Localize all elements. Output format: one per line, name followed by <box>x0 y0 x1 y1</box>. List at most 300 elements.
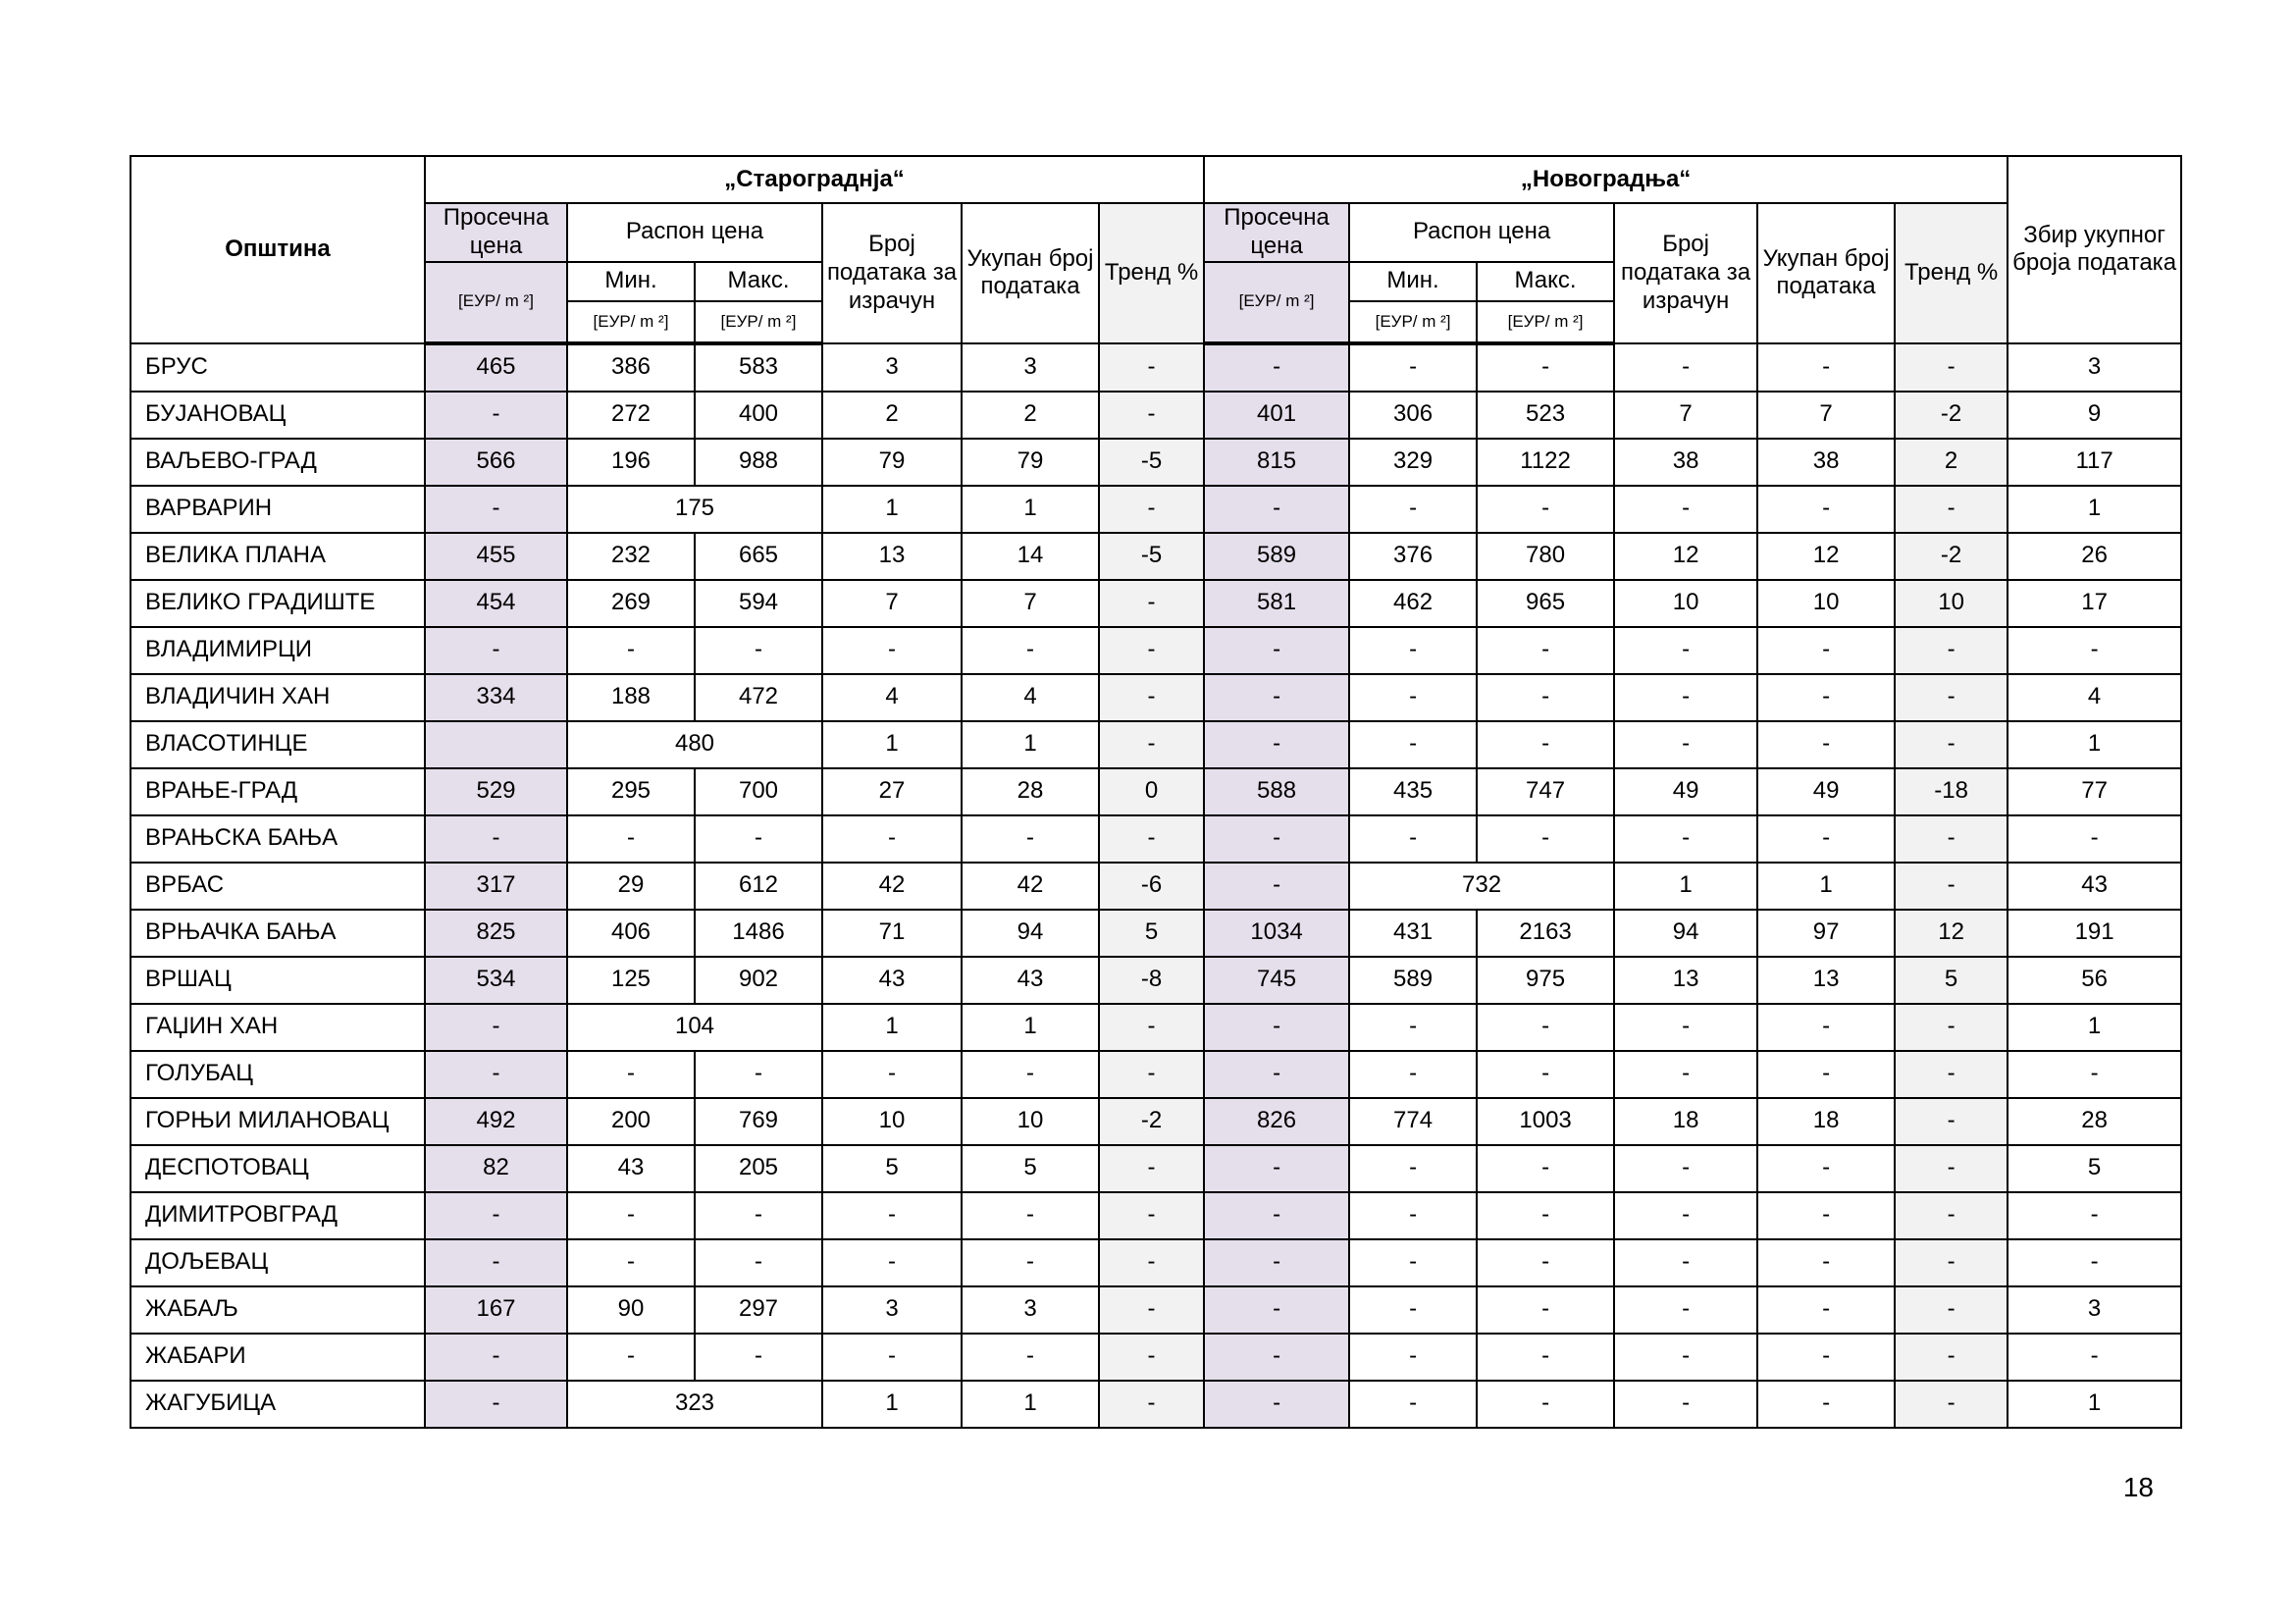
cell-o-trend: 0 <box>1099 768 1204 815</box>
cell-n-avg: - <box>1204 1239 1349 1286</box>
cell-o-trend: - <box>1099 1381 1204 1428</box>
cell-n-min: 435 <box>1349 768 1477 815</box>
cell-n-total: 97 <box>1757 910 1895 957</box>
cell-o-min: 272 <box>567 392 695 439</box>
table-row <box>130 1098 2181 1145</box>
cell-o-max: 769 <box>695 1098 822 1145</box>
cell-o-total: 94 <box>962 910 1099 957</box>
cell-o-avg: 317 <box>425 863 567 910</box>
cell-n-total: 10 <box>1757 580 1895 627</box>
cell-n-calc: - <box>1614 1286 1757 1334</box>
cell-name: ВРАЊЕ-ГРАД <box>130 768 425 815</box>
header-new-count-calc: Број података за израчун <box>1614 203 1757 343</box>
cell-name: ВАРВАРИН <box>130 486 425 533</box>
cell-o-trend: - <box>1099 486 1204 533</box>
cell-n-trend: -2 <box>1895 392 2008 439</box>
cell-n-max: - <box>1477 815 1614 863</box>
cell-n-avg: 589 <box>1204 533 1349 580</box>
cell-sum: 28 <box>2008 1098 2181 1145</box>
cell-n-avg: 745 <box>1204 957 1349 1004</box>
cell-sum: 26 <box>2008 533 2181 580</box>
cell-n-trend: - <box>1895 1334 2008 1381</box>
cell-n-total: - <box>1757 1381 1895 1428</box>
header-new-trend: Тренд % <box>1895 203 2008 343</box>
cell-n-min: 462 <box>1349 580 1477 627</box>
table-row <box>130 1145 2181 1192</box>
cell-n-calc: - <box>1614 1334 1757 1381</box>
table-row <box>130 910 2181 957</box>
table-row <box>130 343 2181 392</box>
cell-name: ГОРЊИ МИЛАНОВАЦ <box>130 1098 425 1145</box>
cell-n-total: - <box>1757 343 1895 392</box>
cell-o-total: 3 <box>962 343 1099 392</box>
cell-n-min: 306 <box>1349 392 1477 439</box>
cell-o-avg: - <box>425 1051 567 1098</box>
cell-n-total: 49 <box>1757 768 1895 815</box>
table-row <box>130 1004 2181 1051</box>
price-table <box>130 155 2182 1429</box>
cell-n-total: - <box>1757 815 1895 863</box>
cell-o-calc: 4 <box>822 674 962 721</box>
cell-o-calc: - <box>822 1334 962 1381</box>
cell-o-trend: - <box>1099 815 1204 863</box>
cell-o-total: 5 <box>962 1145 1099 1192</box>
cell-o-calc: 1 <box>822 1004 962 1051</box>
cell-n-trend: 2 <box>1895 439 2008 486</box>
cell-o-trend: - <box>1099 1192 1204 1239</box>
header-old-max-unit: [ЕУР/ m ²] <box>720 311 797 331</box>
cell-n-avg: - <box>1204 627 1349 674</box>
cell-sum: 1 <box>2008 1004 2181 1051</box>
cell-o-total: - <box>962 815 1099 863</box>
cell-n-max: 2163 <box>1477 910 1614 957</box>
cell-name: ВЛАДИЧИН ХАН <box>130 674 425 721</box>
header-new-max: Макс. <box>1476 261 1615 302</box>
cell-n-trend: - <box>1895 721 2008 768</box>
cell-n-total: 12 <box>1757 533 1895 580</box>
cell-o-avg: 529 <box>425 768 567 815</box>
cell-o-min: 196 <box>567 439 695 486</box>
table-row <box>130 768 2181 815</box>
cell-o-max: - <box>695 1051 822 1098</box>
cell-n-max: - <box>1477 1145 1614 1192</box>
cell-n-trend: - <box>1895 674 2008 721</box>
cell-o-trend: - <box>1099 343 1204 392</box>
cell-o-avg: - <box>425 815 567 863</box>
cell-name: БУЈАНОВАЦ <box>130 392 425 439</box>
cell-o-calc: 10 <box>822 1098 962 1145</box>
cell-n-trend: - <box>1895 1051 2008 1098</box>
cell-n-calc: 38 <box>1614 439 1757 486</box>
cell-n-avg: 581 <box>1204 580 1349 627</box>
cell-n-calc: - <box>1614 1004 1757 1051</box>
cell-n-min: - <box>1349 721 1477 768</box>
cell-name: ЖАБАРИ <box>130 1334 425 1381</box>
cell-sum: 3 <box>2008 1286 2181 1334</box>
cell-n-trend: 5 <box>1895 957 2008 1004</box>
cell-n-min: - <box>1349 627 1477 674</box>
cell-sum: 117 <box>2008 439 2181 486</box>
cell-sum: - <box>2008 815 2181 863</box>
cell-o-total: 4 <box>962 674 1099 721</box>
cell-o-avg: 82 <box>425 1145 567 1192</box>
cell-n-total: - <box>1757 1192 1895 1239</box>
cell-n-calc: - <box>1614 1145 1757 1192</box>
header-old-max: Макс. <box>694 261 823 302</box>
cell-sum: 3 <box>2008 343 2181 392</box>
cell-name: ГОЛУБАЦ <box>130 1051 425 1098</box>
cell-sum: 17 <box>2008 580 2181 627</box>
cell-o-min: - <box>567 1334 695 1381</box>
cell-o-avg: - <box>425 1334 567 1381</box>
cell-n-max: - <box>1477 674 1614 721</box>
cell-n-min: - <box>1349 1286 1477 1334</box>
cell-o-trend: - <box>1099 392 1204 439</box>
cell-n-avg: - <box>1204 486 1349 533</box>
cell-o-avg: - <box>425 1239 567 1286</box>
cell-n-calc: - <box>1614 721 1757 768</box>
cell-n-max: - <box>1477 1004 1614 1051</box>
cell-o-trend: - <box>1099 1334 1204 1381</box>
cell-sum: 1 <box>2008 486 2181 533</box>
cell-n-calc: 94 <box>1614 910 1757 957</box>
cell-o-total: 1 <box>962 486 1099 533</box>
header-sum-total: Збир укупног броја података <box>2008 156 2181 343</box>
cell-o-max: 594 <box>695 580 822 627</box>
cell-o-trend: -8 <box>1099 957 1204 1004</box>
cell-sum: - <box>2008 1192 2181 1239</box>
cell-sum: - <box>2008 1051 2181 1098</box>
cell-o-min: 188 <box>567 674 695 721</box>
cell-o-calc: - <box>822 627 962 674</box>
cell-o-calc: 2 <box>822 392 962 439</box>
header-new-avg-unit: [ЕУР/ m ²] <box>1204 262 1349 343</box>
cell-o-max: - <box>695 1239 822 1286</box>
cell-sum: - <box>2008 627 2181 674</box>
cell-n-trend: - <box>1895 1145 2008 1192</box>
cell-o-total: 43 <box>962 957 1099 1004</box>
cell-o-range: 480 <box>567 721 822 768</box>
header-group-new: „Новоградња“ <box>1204 156 2008 203</box>
cell-n-max: - <box>1477 343 1614 392</box>
cell-n-total: 1 <box>1757 863 1895 910</box>
cell-n-avg: - <box>1204 863 1349 910</box>
header-old-price-range: Распон цена <box>567 203 822 262</box>
cell-n-calc: - <box>1614 674 1757 721</box>
cell-o-avg: - <box>425 1192 567 1239</box>
cell-o-max: - <box>695 1334 822 1381</box>
cell-o-max: - <box>695 1192 822 1239</box>
cell-o-max: - <box>695 627 822 674</box>
cell-n-min: 329 <box>1349 439 1477 486</box>
cell-name: ДЕСПОТОВАЦ <box>130 1145 425 1192</box>
cell-sum: 191 <box>2008 910 2181 957</box>
cell-o-trend: - <box>1099 1239 1204 1286</box>
cell-o-min: - <box>567 1051 695 1098</box>
table-row <box>130 392 2181 439</box>
cell-o-min: 269 <box>567 580 695 627</box>
cell-o-avg: - <box>425 392 567 439</box>
cell-n-max: - <box>1477 1286 1614 1334</box>
cell-n-calc: - <box>1614 343 1757 392</box>
cell-o-avg: 465 <box>425 343 567 392</box>
cell-n-max: - <box>1477 1381 1614 1428</box>
cell-n-max: 965 <box>1477 580 1614 627</box>
cell-name: ДИМИТРОВГРАД <box>130 1192 425 1239</box>
cell-n-calc: - <box>1614 1239 1757 1286</box>
cell-o-range: 323 <box>567 1381 822 1428</box>
cell-n-min: - <box>1349 343 1477 392</box>
cell-o-avg: 492 <box>425 1098 567 1145</box>
header-old-trend: Тренд % <box>1099 203 1204 343</box>
cell-o-avg <box>425 721 567 768</box>
cell-n-min: - <box>1349 1192 1477 1239</box>
cell-o-calc: - <box>822 815 962 863</box>
cell-n-calc: 12 <box>1614 533 1757 580</box>
header-new-max-unit-cell <box>1477 262 1614 343</box>
cell-n-avg: - <box>1204 721 1349 768</box>
cell-o-calc: 13 <box>822 533 962 580</box>
cell-n-min: - <box>1349 1239 1477 1286</box>
cell-name: ВЕЛИКА ПЛАНА <box>130 533 425 580</box>
table-row <box>130 1334 2181 1381</box>
cell-n-avg: - <box>1204 1051 1349 1098</box>
cell-name: ВЛАСОТИНЦЕ <box>130 721 425 768</box>
cell-o-min: - <box>567 1192 695 1239</box>
cell-o-calc: 1 <box>822 486 962 533</box>
cell-n-total: - <box>1757 1334 1895 1381</box>
cell-sum: - <box>2008 1239 2181 1286</box>
cell-n-avg: 1034 <box>1204 910 1349 957</box>
cell-o-max: 205 <box>695 1145 822 1192</box>
cell-sum: 77 <box>2008 768 2181 815</box>
cell-n-trend: -2 <box>1895 533 2008 580</box>
cell-o-trend: - <box>1099 1145 1204 1192</box>
cell-n-max: 523 <box>1477 392 1614 439</box>
header-old-min-unit-cell <box>567 262 695 343</box>
cell-n-max: - <box>1477 721 1614 768</box>
cell-o-min: 90 <box>567 1286 695 1334</box>
cell-o-max: 902 <box>695 957 822 1004</box>
cell-o-max: 400 <box>695 392 822 439</box>
cell-o-calc: 7 <box>822 580 962 627</box>
cell-o-max: 297 <box>695 1286 822 1334</box>
cell-sum: 43 <box>2008 863 2181 910</box>
cell-n-calc: 10 <box>1614 580 1757 627</box>
cell-n-trend: - <box>1895 627 2008 674</box>
header-new-price-range: Распон цена <box>1349 203 1614 262</box>
cell-o-total: - <box>962 1192 1099 1239</box>
header-group-old: „Старограднја“ <box>425 156 1204 203</box>
cell-n-avg: 588 <box>1204 768 1349 815</box>
cell-n-calc: 49 <box>1614 768 1757 815</box>
cell-o-max: 612 <box>695 863 822 910</box>
cell-name: ГАЏИН ХАН <box>130 1004 425 1051</box>
cell-o-max: 988 <box>695 439 822 486</box>
cell-sum: 1 <box>2008 721 2181 768</box>
cell-n-trend: 10 <box>1895 580 2008 627</box>
cell-o-min: 29 <box>567 863 695 910</box>
table-row <box>130 533 2181 580</box>
header-old-count-total: Укупан број података <box>962 203 1099 343</box>
cell-o-total: 10 <box>962 1098 1099 1145</box>
cell-o-total: 1 <box>962 1381 1099 1428</box>
cell-name: ЖАГУБИЦА <box>130 1381 425 1428</box>
cell-o-calc: 27 <box>822 768 962 815</box>
cell-n-max: - <box>1477 627 1614 674</box>
cell-o-avg: 534 <box>425 957 567 1004</box>
cell-o-min: 295 <box>567 768 695 815</box>
table-body <box>130 343 2181 1428</box>
cell-n-avg: 815 <box>1204 439 1349 486</box>
cell-n-min: 589 <box>1349 957 1477 1004</box>
cell-n-avg: - <box>1204 1004 1349 1051</box>
cell-o-trend: - <box>1099 721 1204 768</box>
cell-n-max: 747 <box>1477 768 1614 815</box>
cell-n-total: - <box>1757 1286 1895 1334</box>
table-row <box>130 1051 2181 1098</box>
cell-n-total: - <box>1757 721 1895 768</box>
cell-o-total: - <box>962 1239 1099 1286</box>
cell-n-min: - <box>1349 1051 1477 1098</box>
cell-o-trend: - <box>1099 1004 1204 1051</box>
cell-o-total: - <box>962 1334 1099 1381</box>
cell-sum: - <box>2008 1334 2181 1381</box>
cell-name: ВРАЊСКА БАЊА <box>130 815 425 863</box>
cell-o-total: 28 <box>962 768 1099 815</box>
cell-n-min: - <box>1349 1334 1477 1381</box>
cell-n-calc: 7 <box>1614 392 1757 439</box>
cell-n-max: 975 <box>1477 957 1614 1004</box>
cell-n-calc: - <box>1614 627 1757 674</box>
table-row <box>130 1239 2181 1286</box>
header-opstina: Општина <box>130 156 425 343</box>
cell-o-total: 1 <box>962 1004 1099 1051</box>
cell-n-avg: - <box>1204 1381 1349 1428</box>
cell-n-trend: - <box>1895 1192 2008 1239</box>
cell-o-avg: 334 <box>425 674 567 721</box>
cell-n-trend: - <box>1895 1381 2008 1428</box>
cell-n-calc: - <box>1614 1192 1757 1239</box>
cell-o-trend: - <box>1099 674 1204 721</box>
cell-n-max: - <box>1477 1192 1614 1239</box>
cell-n-calc: - <box>1614 815 1757 863</box>
cell-n-total: - <box>1757 627 1895 674</box>
cell-n-avg: - <box>1204 1334 1349 1381</box>
cell-n-avg: 401 <box>1204 392 1349 439</box>
cell-o-trend: -5 <box>1099 533 1204 580</box>
cell-o-calc: 3 <box>822 1286 962 1334</box>
table-row <box>130 627 2181 674</box>
cell-n-avg: - <box>1204 343 1349 392</box>
cell-name: БРУС <box>130 343 425 392</box>
cell-o-calc: 3 <box>822 343 962 392</box>
cell-n-min: - <box>1349 1145 1477 1192</box>
cell-o-range: 104 <box>567 1004 822 1051</box>
cell-o-total: - <box>962 1051 1099 1098</box>
cell-n-max: - <box>1477 1239 1614 1286</box>
cell-o-total: 79 <box>962 439 1099 486</box>
cell-name: ВРШАЦ <box>130 957 425 1004</box>
cell-n-trend: - <box>1895 1239 2008 1286</box>
cell-name: ВРБАС <box>130 863 425 910</box>
cell-o-min: - <box>567 1239 695 1286</box>
table-row <box>130 486 2181 533</box>
cell-o-min: 386 <box>567 343 695 392</box>
cell-n-avg: - <box>1204 815 1349 863</box>
cell-o-range: 175 <box>567 486 822 533</box>
cell-n-min: - <box>1349 1004 1477 1051</box>
cell-n-max: 1003 <box>1477 1098 1614 1145</box>
cell-o-total: 42 <box>962 863 1099 910</box>
cell-o-trend: - <box>1099 627 1204 674</box>
cell-o-avg: - <box>425 627 567 674</box>
cell-o-avg: 167 <box>425 1286 567 1334</box>
cell-n-trend: - <box>1895 486 2008 533</box>
cell-n-min: - <box>1349 674 1477 721</box>
header-old-min: Мин. <box>566 261 696 302</box>
cell-o-min: 406 <box>567 910 695 957</box>
cell-sum: 56 <box>2008 957 2181 1004</box>
cell-o-trend: - <box>1099 1286 1204 1334</box>
table-row <box>130 721 2181 768</box>
cell-o-trend: - <box>1099 580 1204 627</box>
cell-sum: 9 <box>2008 392 2181 439</box>
header-new-avg-price: Просечна цена <box>1204 203 1349 262</box>
cell-o-total: - <box>962 627 1099 674</box>
cell-o-total: 14 <box>962 533 1099 580</box>
cell-o-max: 700 <box>695 768 822 815</box>
cell-n-range: 732 <box>1349 863 1614 910</box>
cell-n-total: - <box>1757 1239 1895 1286</box>
header-old-min-unit: [ЕУР/ m ²] <box>593 311 669 331</box>
header-old-avg-unit: [ЕУР/ m ²] <box>425 262 567 343</box>
table-row <box>130 957 2181 1004</box>
cell-o-trend: -5 <box>1099 439 1204 486</box>
cell-o-calc: - <box>822 1192 962 1239</box>
cell-o-avg: - <box>425 486 567 533</box>
table-row <box>130 863 2181 910</box>
cell-o-calc: 79 <box>822 439 962 486</box>
cell-o-max: 1486 <box>695 910 822 957</box>
cell-n-calc: - <box>1614 1381 1757 1428</box>
cell-n-total: 18 <box>1757 1098 1895 1145</box>
cell-n-total: - <box>1757 1145 1895 1192</box>
cell-sum: 4 <box>2008 674 2181 721</box>
cell-o-calc: 5 <box>822 1145 962 1192</box>
cell-o-calc: 43 <box>822 957 962 1004</box>
cell-o-total: 3 <box>962 1286 1099 1334</box>
cell-o-calc: 42 <box>822 863 962 910</box>
cell-n-total: 38 <box>1757 439 1895 486</box>
cell-n-trend: -18 <box>1895 768 2008 815</box>
cell-o-calc: - <box>822 1239 962 1286</box>
cell-n-calc: 18 <box>1614 1098 1757 1145</box>
cell-n-min: 376 <box>1349 533 1477 580</box>
table-row <box>130 674 2181 721</box>
table-row <box>130 1192 2181 1239</box>
cell-o-calc: - <box>822 1051 962 1098</box>
cell-o-max: 583 <box>695 343 822 392</box>
cell-o-avg: - <box>425 1381 567 1428</box>
cell-o-max: 472 <box>695 674 822 721</box>
cell-o-total: 1 <box>962 721 1099 768</box>
cell-n-total: - <box>1757 1051 1895 1098</box>
cell-o-trend: - <box>1099 1051 1204 1098</box>
cell-name: ЖАБАЉ <box>130 1286 425 1334</box>
cell-sum: 1 <box>2008 1381 2181 1428</box>
cell-o-total: 7 <box>962 580 1099 627</box>
